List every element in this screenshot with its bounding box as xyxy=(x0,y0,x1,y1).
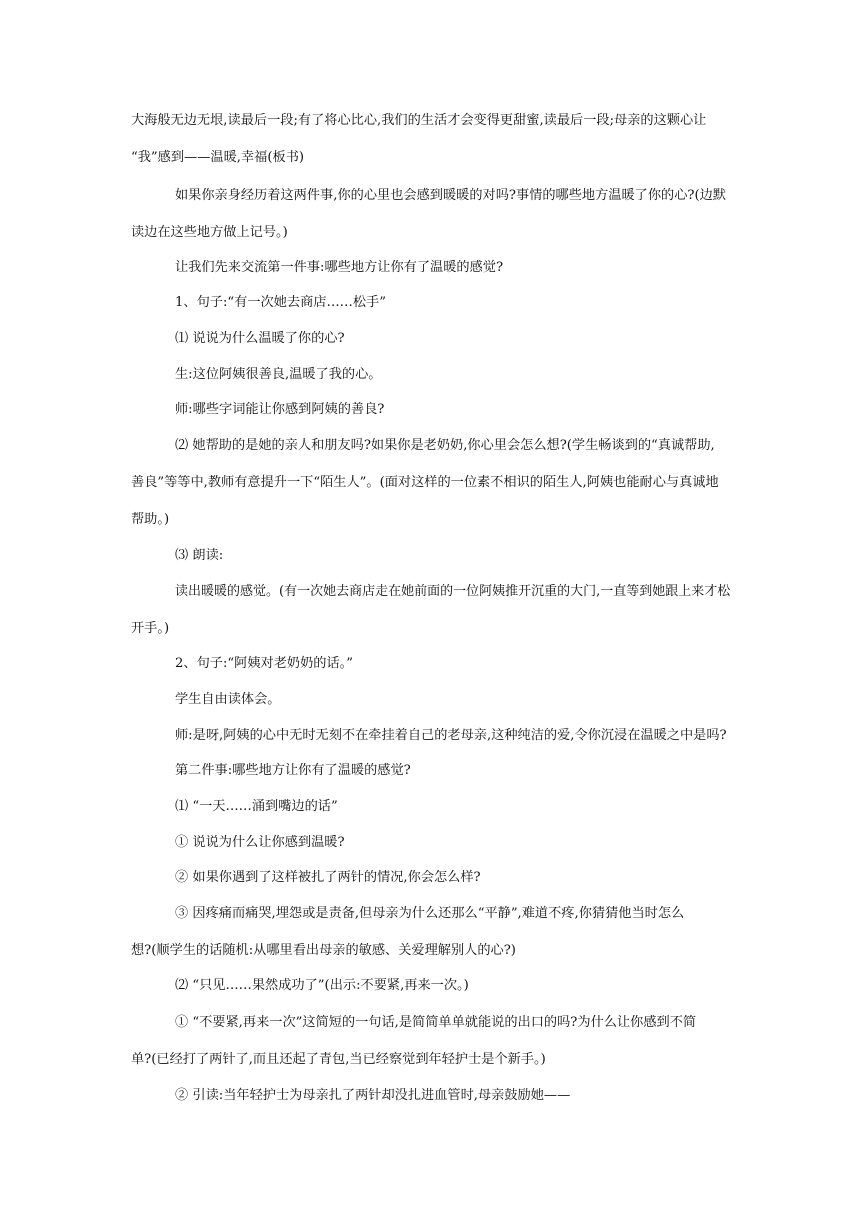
text-line: 2、句子:“阿姨对老奶奶的话。” xyxy=(175,656,353,671)
text-line: “我”感到——温暖,幸福(板书) xyxy=(131,150,305,165)
text-line: 大海般无边无垠,读最后一段;有了将心比心,我们的生活才会变得更甜蜜,读最后一段;母亲的这颗心让 xyxy=(131,113,707,128)
text-line: 生:这位阿姨很善良,温暖了我的心。 xyxy=(175,367,382,382)
text-line: 师:哪些字词能让你感到阿姨的善良? xyxy=(175,402,385,417)
text-line: ③ 因疼痛而痛哭,埋怨或是责备,但母亲为什么还那么“平静”,难道不疼,你猜猜他当时怎么 xyxy=(175,906,685,921)
text-line: ⑴ “一天……涌到嘴边的话” xyxy=(175,799,338,814)
text-line: 善良”等等中,教师有意提升一下“陌生人”。(面对这样的一位素不相识的陌生人,阿姨也能耐心与真诚地 xyxy=(131,475,719,490)
text-line: 第二件事:哪些地方让你有了温暖的感觉? xyxy=(175,763,411,778)
text-line: ⑶ 朗读: xyxy=(175,548,224,563)
text-line: ② 引读:当年轻护士为母亲扎了两针却没扎进血管时,母亲鼓励她—— xyxy=(175,1088,571,1103)
text-line: 学生自由读体会。 xyxy=(175,692,281,707)
text-line: ⑴ 说说为什么温暖了你的心? xyxy=(175,331,345,346)
text-line: ⑵ “只见……果然成功了”(出示:不要紧,再来一次。) xyxy=(175,978,469,993)
text-line: 如果你亲身经历着这两件事,你的心里也会感到暖暖的对吗?事情的哪些地方温暖了你的心?(边默 xyxy=(175,188,726,203)
text-line: 让我们先来交流第一件事:哪些地方让你有了温暖的感觉? xyxy=(175,260,504,275)
text-line: ⑵ 她帮助的是她的亲人和朋友吗?如果你是老奶奶,你心里会怎么想?(学生畅谈到的“真诚帮助, xyxy=(175,438,715,453)
text-line: 师:是呀,阿姨的心中无时无刻不在牵挂着自己的老母亲,这种纯洁的爱,令你沉浸在温暖之中是吗? xyxy=(175,728,727,743)
text-line: 读边在这些地方做上记号。) xyxy=(131,225,288,240)
text-line: 读出暖暖的感觉。(有一次她去商店走在她前面的一位阿姨推开沉重的大门,一直等到她跟上来才松 xyxy=(175,584,731,599)
text-line: ① “不要紧,再来一次”这简短的一句话,是简简单单就能说的出口的吗?为什么让你感到不简 xyxy=(175,1015,697,1030)
text-line: 1、句子:“有一次她去商店……松手” xyxy=(175,295,386,310)
text-line: 想?(顺学生的话随机:从哪里看出母亲的敏感、关爱理解别人的心?) xyxy=(131,943,516,958)
text-line: 开手。) xyxy=(131,621,170,636)
text-line: 帮助。) xyxy=(131,512,170,527)
text-line: ② 如果你遇到了这样被扎了两针的情况,你会怎么样? xyxy=(175,870,481,885)
text-line: 单?(已经打了两针了,而且还起了青包,当已经察觉到年轻护士是个新手。) xyxy=(131,1052,546,1067)
text-line: ① 说说为什么让你感到温暖? xyxy=(175,835,345,850)
